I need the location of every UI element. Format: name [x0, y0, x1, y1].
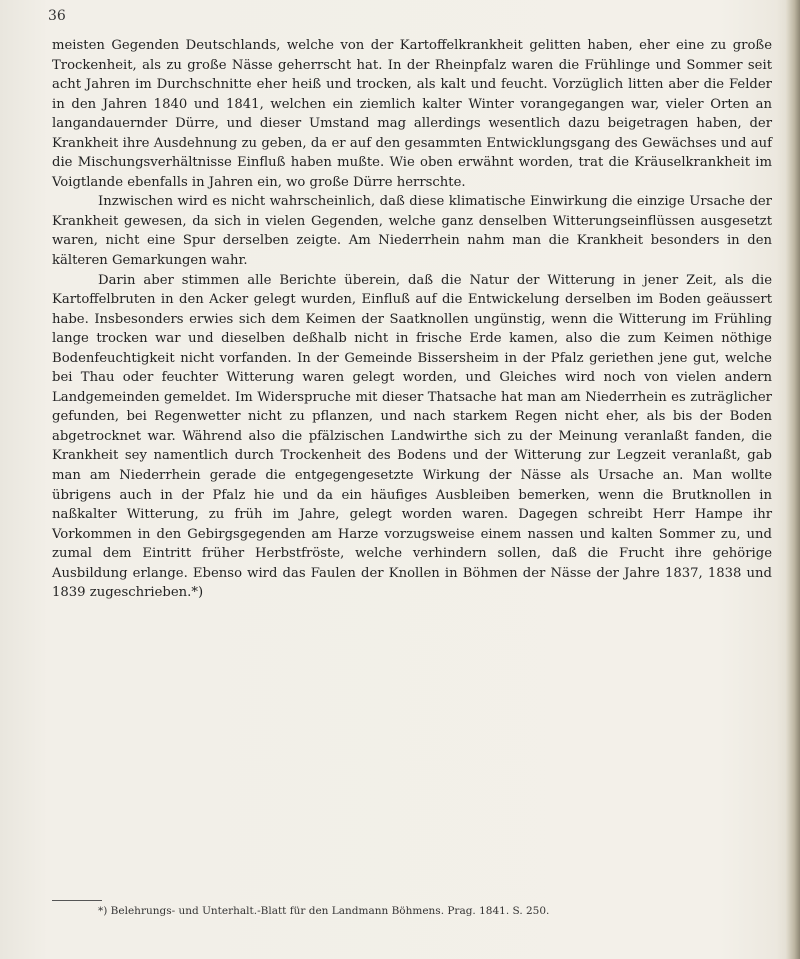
body-text — [52, 36, 772, 603]
page-number: 36 — [48, 8, 66, 24]
footnote: *) Belehrungs- und Unterhalt.-Blatt für den Landmann Böhmens. Prag. 1841. S. 250. — [98, 905, 550, 917]
footnote-rule — [52, 900, 102, 901]
page-edge — [786, 0, 800, 959]
paragraph-1: meisten Gegenden Deutschlands, welche von der Kartoffelkrankheit gelitten haben, eher eine zu große Trockenheit, als zu große Nässe geherrscht hat. In der Rheinpfalz waren die Frühlinge und Sommer seit acht Jahren im Durchschnitte eher heiß und trocken, als kalt und feucht. Vorzüglich litten aber die Felder in den Jahren 1840 und 1841, welchen ein ziemlich kalter Winter vorangegangen war, vieler Orten an langandauernder Dürre, und dieser Umstand mag allerdings wesentlich dazu beigetragen haben, der Krankheit ihre Ausdehnung zu geben, da er auf den gesammten Entwicklungsgang des Gewächses und auf die Mischungsverhältnisse Einfluß haben mußte. Wie oben erwähnt worden, trat die Kräuselkrankheit im Voigtlande ebenfalls in Jahren ein, wo große Dürre herrschte. — [52, 38, 772, 190]
paragraph-2: Inzwischen wird es nicht wahrscheinlich, daß diese klimatische Einwirkung die einzige Ursache der Krankheit gewesen, da sich in vielen Gegenden, welche ganz denselben Witterungseinflüssen ausgesetzt waren, nicht eine Spur derselben zeigte. Am Niederrhein nahm man die Krankheit besonders in den kälteren Gemarkungen wahr. — [52, 194, 772, 269]
paragraph-3: Darin aber stimmen alle Berichte überein, daß die Natur der Witterung in jener Zeit, als die Kartoffelbruten in den Acker gelegt wurden, Einfluß auf die Entwickelung derselben im Boden geäussert habe. Insbesonders erwies sich dem Keimen der Saatknollen ungünstig, wenn die Witterung im Frühling lange trocken war und dieselben deßhalb nicht in frische Erde kamen, also die zum Keimen nöthige Bodenfeuchtigkeit nicht vorfanden. In der Gemeinde Bissersheim in der Pfalz geriethen jene gut, welche bei Thau oder feuchter Witterung waren gelegt worden, und Gleiches wird noch von vielen andern Landgemeinden gemeldet. Im Widerspruche mit dieser Thatsache hat man am Niederrhein es zuträglicher gefunden, bei Regenwetter nicht zu pflanzen, und nach starkem Regen nicht eher, als bis der Boden abgetrocknet war. Während also die pfälzischen Landwirthe sich zu der Meinung veranlaßt fanden, die Krankheit sey namentlich durch Trockenheit des Bodens und der Witterung zur Legzeit veranlaßt, gab man am Niederrhein gerade die entgegengesetzte Wirkung der Nässe als Ursache an. Man wollte übrigens auch in der Pfalz hie und da ein häufiges Ausbleiben bemerken, wenn die Brutknollen in naßkalter Witterung, zu früh im Jahre, gelegt worden waren. Dagegen schreibt Herr Hampe ihr Vorkommen in den Gebirgsgegenden am Harze vorzugsweise einem nassen und kalten Sommer zu, und zumal dem Eintritt früher Herbstfröste, welche verhindern sollen, daß die Frucht ihre gehörige Ausbildung erlange. Ebenso wird das Faulen der Knollen in Böhmen der Nässe der Jahre 1837, 1838 und 1839 zugeschrieben.*) — [52, 272, 772, 601]
